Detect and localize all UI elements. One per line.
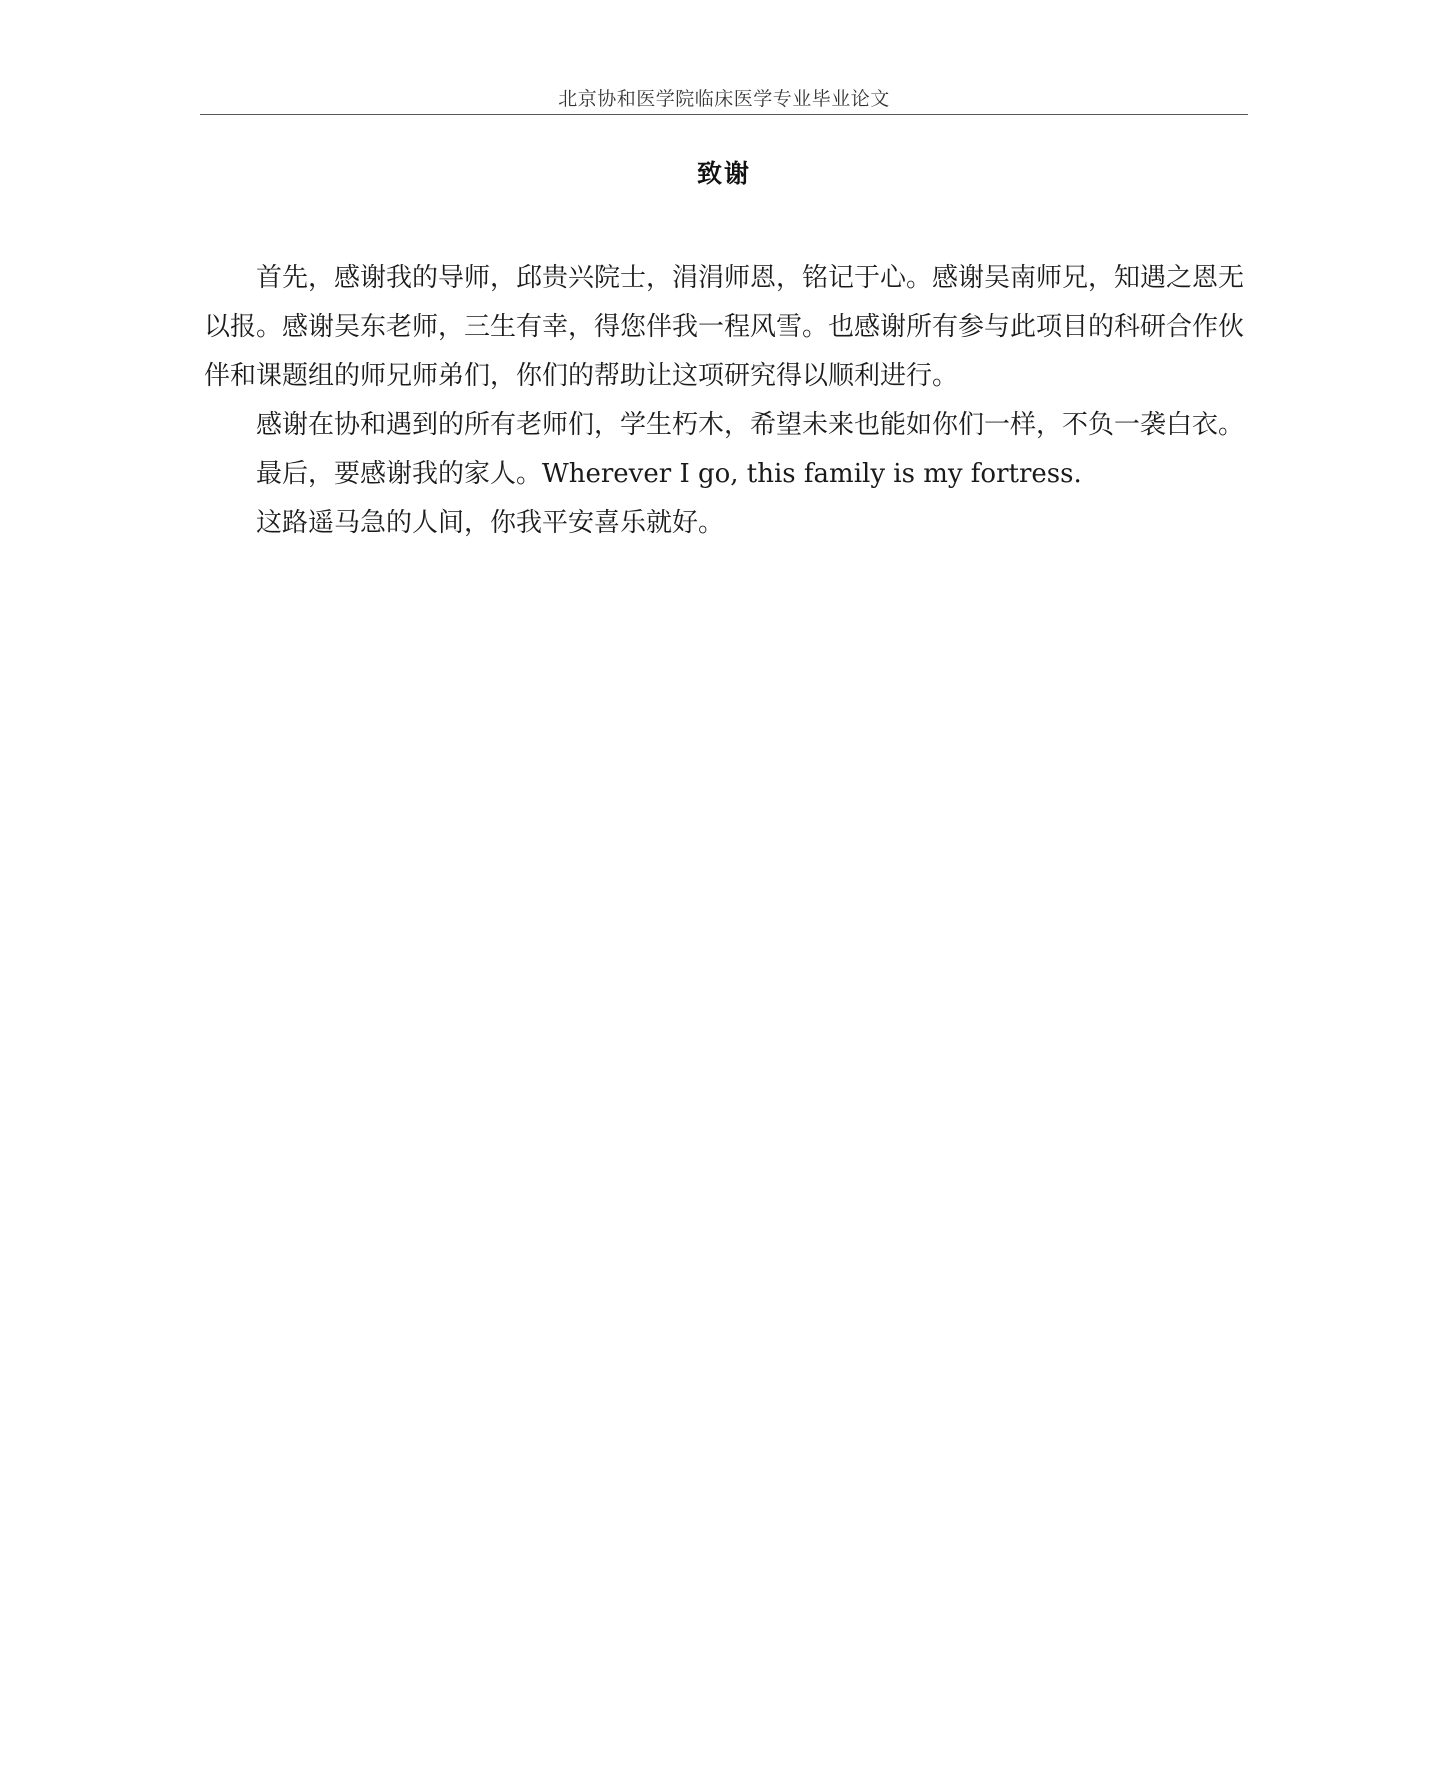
page-title: 致谢	[696, 159, 751, 188]
paragraph-family: 最后，要感谢我的家人。Wherever I go, this family is my fortress.	[256, 459, 1082, 489]
paragraph-advisors: 首先，感谢我的导师，邱贵兴院士，涓涓师恩，铭记于心。感谢吴南师兄，知遇之恩无以报。感谢吴东老师，三生有幸，得您伴我一程风雪。也感谢所有参与此项目的科研合作伙伴和课题组的师兄师弟们，你们的帮助让这项研究得以顺利进行。	[204, 263, 1245, 391]
paragraph-teachers: 感谢在协和遇到的所有老师们，学生朽木，希望未来也能如你们一样，不负一袭白衣。	[256, 410, 1245, 440]
header-rule	[200, 114, 1248, 115]
acknowledgement-body	[204, 254, 1244, 548]
running-header: 北京协和医学院临床医学专业毕业论文	[558, 88, 890, 110]
paragraph-closing: 这路遥马急的人间，你我平安喜乐就好。	[256, 508, 725, 538]
